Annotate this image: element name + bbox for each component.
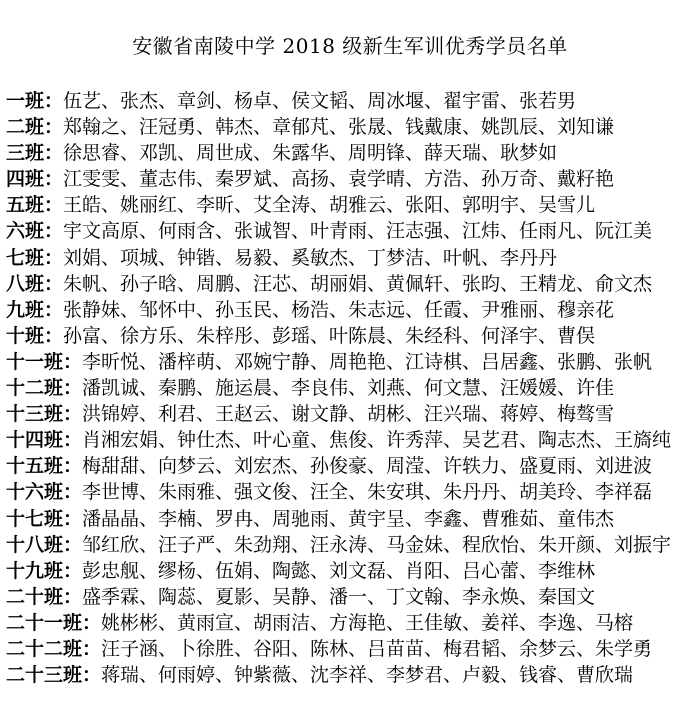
- class-label: 十六班：: [6, 481, 83, 504]
- class-label: 十九班：: [6, 559, 83, 582]
- class-list: [6, 88, 696, 688]
- class-row: [6, 323, 696, 349]
- class-label: 十八班：: [6, 533, 83, 556]
- class-label: 十七班：: [6, 507, 83, 530]
- class-row: [6, 218, 696, 244]
- class-label: 三班：: [6, 142, 64, 165]
- class-row: [6, 192, 696, 218]
- class-label: 七班：: [6, 246, 64, 269]
- class-row: [6, 349, 696, 375]
- student-names: 肖湘宏娟、钟仕杰、叶心童、焦俊、许秀萍、吴艺君、陶志杰、王旖纯: [82, 429, 672, 452]
- student-names: 江雯雯、董志伟、秦罗斌、高扬、袁学晴、方浩、孙万奇、戴籽艳: [63, 168, 615, 191]
- class-label: 二十二班：: [6, 637, 102, 660]
- class-label: 一班：: [6, 90, 64, 112]
- student-names: 梅甜甜、向梦云、刘宏杰、孙俊豪、周滢、许轶力、盛夏雨、刘进波: [82, 455, 653, 478]
- class-row: [6, 114, 696, 140]
- class-row: [6, 166, 696, 192]
- class-row: [6, 479, 696, 505]
- student-names: 盛季霖、陶蕊、夏影、吴静、潘一、丁文翰、李永焕、秦国文: [82, 585, 596, 608]
- student-names: 郑翰之、汪冠勇、韩杰、章郁芃、张晟、钱戴康、姚凯辰、刘知谦: [63, 116, 615, 139]
- class-label: 十五班：: [6, 455, 83, 478]
- class-label: 二十三班：: [6, 664, 102, 687]
- class-row: [6, 88, 696, 114]
- class-row: [6, 532, 696, 558]
- class-row: [6, 271, 696, 297]
- student-names: 王皓、姚丽红、李昕、艾全涛、胡雅云、张阳、郭明宇、吴雪儿: [63, 194, 596, 217]
- class-label: 二十班：: [6, 585, 83, 608]
- class-label: 六班：: [6, 220, 64, 243]
- student-names: 朱帆、孙子晗、周鹏、汪芯、胡丽娟、黄佩轩、张昀、王精龙、俞文杰: [63, 272, 653, 295]
- class-row: [6, 140, 696, 166]
- student-names: 潘晶晶、李楠、罗冉、周驰雨、黄宇呈、李鑫、曹雅茹、童伟杰: [82, 507, 615, 530]
- class-row: [6, 427, 696, 453]
- class-label: 二十一班：: [6, 611, 102, 634]
- class-row: [6, 453, 696, 479]
- class-row: [6, 506, 696, 532]
- student-names: 刘娟、项城、钟锴、易毅、奚敏杰、丁梦洁、叶帆、李丹丹: [63, 246, 558, 269]
- class-label: 九班：: [6, 298, 64, 321]
- class-label: 十四班：: [6, 429, 83, 452]
- class-label: 四班：: [6, 168, 64, 191]
- class-label: 十三班：: [6, 403, 83, 426]
- class-row: [6, 662, 696, 688]
- student-names: 汪子涵、卜徐胜、谷阳、陈林、吕苗苗、梅君韬、余梦云、朱学勇: [101, 637, 653, 660]
- student-names: 姚彬彬、黄雨宣、胡雨洁、方海艳、王佳敏、姜祥、李逸、马榕: [101, 611, 634, 634]
- student-names: 李昕悦、潘梓萌、邓婉宁静、周艳艳、江诗棋、吕居鑫、张鹏、张帆: [82, 350, 653, 373]
- class-row: [6, 636, 696, 662]
- student-names: 徐思睿、邓凯、周世成、朱露华、周明锋、薛天瑞、耿梦如: [63, 142, 558, 165]
- class-row: [6, 245, 696, 271]
- class-row: [6, 558, 696, 584]
- class-label: 八班：: [6, 272, 64, 295]
- student-names: 洪锦婷、利君、王赵云、谢文静、胡彬、汪兴瑞、蒋婷、梅骜雪: [82, 403, 615, 426]
- class-row: [6, 401, 696, 427]
- student-names: 张静妹、邹怀中、孙玉民、杨浩、朱志远、任霞、尹雅丽、穆亲花: [63, 298, 615, 321]
- student-names: 邹红欣、汪子严、朱劲翔、汪永涛、马金妹、程欣怡、朱开颜、刘振宇: [82, 533, 672, 556]
- student-names: 蒋瑞、何雨婷、钟紫薇、沈李祥、李梦君、卢毅、钱睿、曹欣瑞: [101, 664, 634, 687]
- class-row: [6, 375, 696, 401]
- class-row: [6, 610, 696, 636]
- class-label: 十二班：: [6, 377, 83, 400]
- class-label: 十一班：: [6, 350, 83, 373]
- class-label: 二班：: [6, 116, 64, 139]
- class-row: [6, 297, 696, 323]
- page-title: 安徽省南陵中学 2018 级新生军训优秀学员名单: [132, 34, 568, 58]
- student-names: 宇文高原、何雨含、张诚智、叶青雨、汪志强、江炜、任雨凡、阮江美: [63, 220, 653, 243]
- student-names: 伍艺、张杰、章剑、杨卓、侯文韬、周冰堰、翟宇雷、张若男: [63, 90, 577, 112]
- class-label: 十班：: [6, 324, 64, 347]
- student-names: 李世博、朱雨雅、强文俊、汪全、朱安琪、朱丹丹、胡美玲、李祥磊: [82, 481, 653, 504]
- class-label: 五班：: [6, 194, 64, 217]
- class-row: [6, 584, 696, 610]
- student-names: 潘凯诚、秦鹏、施运晨、李良伟、刘燕、何文慧、汪媛媛、许佳: [82, 377, 615, 400]
- student-names: 孙富、徐方乐、朱梓彤、彭瑶、叶陈晨、朱经科、何泽宇、曹俣: [63, 324, 596, 347]
- student-names: 彭忠舰、缪杨、伍娟、陶懿、刘文磊、肖阳、吕心蕾、李维林: [82, 559, 596, 582]
